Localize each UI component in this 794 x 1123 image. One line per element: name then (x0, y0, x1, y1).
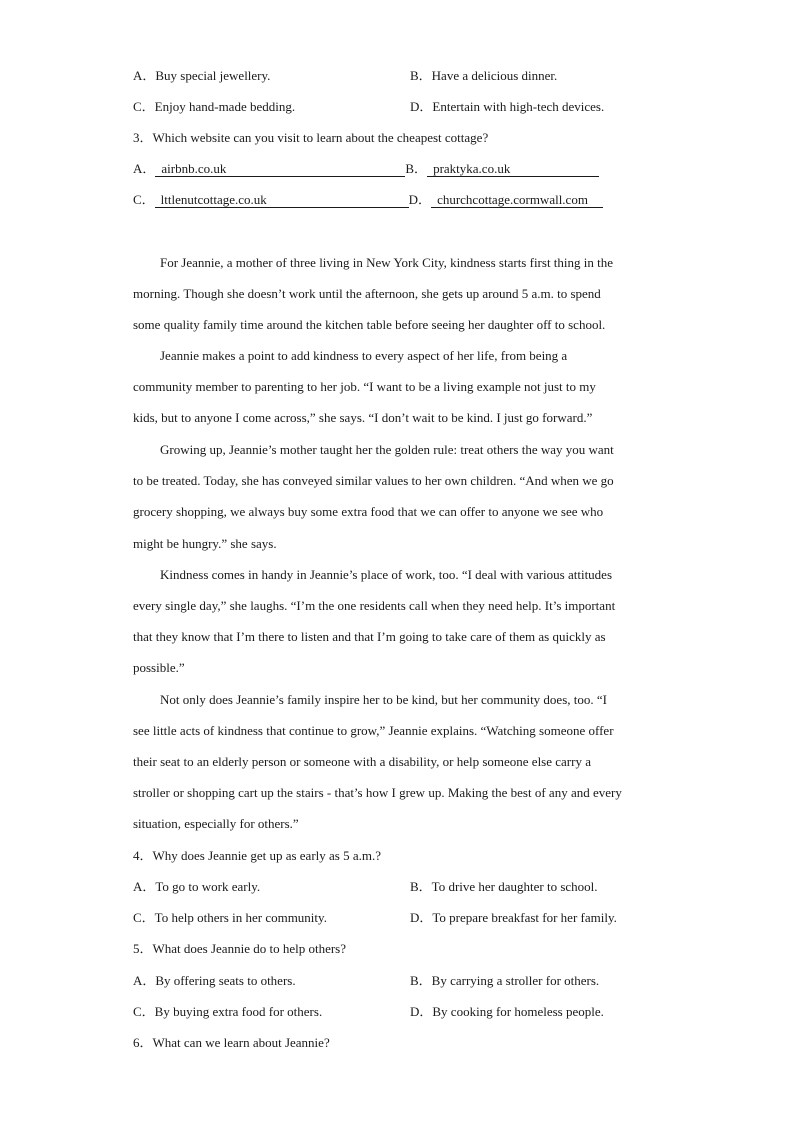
passage-line: stroller or shopping cart up the stairs - that’s how I grew up. Making the best of any and every (133, 785, 622, 800)
passage-line: Not only does Jeannie’s family inspire her to be kind, but her community does, too. “I (160, 692, 607, 707)
q5-option-c[interactable]: C．By buying extra food for others. (133, 1004, 323, 1019)
q2-option-a[interactable]: A．Buy special jewellery. (133, 68, 271, 83)
passage-line: Kindness comes in handy in Jeannie’s place of work, too. “I deal with various attitudes (160, 567, 613, 582)
q3-option-d-label: D． (408, 192, 432, 207)
passage-line: possible.” (133, 660, 185, 675)
passage-line: some quality family time around the kitchen table before seeing her daughter off to school. (133, 317, 606, 332)
passage-line: every single day,” she laughs. “I’m the one residents call when they need help. It’s important (133, 598, 616, 613)
q4-stem: 4．Why does Jeannie get up as early as 5 a.m.? (133, 848, 382, 863)
passage-line: grocery shopping, we always buy some extra food that we can offer to anyone we see who (133, 504, 604, 519)
q3-option-a-text: airbnb.co.uk (155, 162, 405, 177)
passage-line: For Jeannie, a mother of three living in New York City, kindness starts first thing in the (160, 255, 614, 270)
q5-option-a[interactable]: A．By offering seats to others. (133, 973, 296, 988)
q3-option-a[interactable] (133, 161, 599, 177)
q3-option-c-text: lttlenutcottage.co.uk (155, 193, 409, 208)
passage-line: Growing up, Jeannie’s mother taught her the golden rule: treat others the way you want (160, 442, 614, 457)
q2-option-b[interactable]: B．Have a delicious dinner. (410, 68, 558, 83)
passage-line: to be treated. Today, she has conveyed similar values to her own children. “And when we go (133, 473, 614, 488)
passage-line: kids, but to anyone I come across,” she says. “I don’t wait to be kind. I just go forward.” (133, 410, 593, 425)
q4-option-d[interactable]: D．To prepare breakfast for her family. (410, 910, 617, 925)
q3-option-c[interactable] (133, 192, 603, 208)
passage-line: see little acts of kindness that continue to grow,” Jeannie explains. “Watching someone offer (133, 723, 614, 738)
q3-option-b-label: B． (405, 161, 428, 176)
q5-option-b[interactable]: B．By carrying a stroller for others. (410, 973, 600, 988)
passage-line: that they know that I’m there to listen and that I’m going to take care of them as quickly as (133, 629, 606, 644)
passage-line: Jeannie makes a point to add kindness to every aspect of her life, from being a (160, 348, 568, 363)
q3-option-d-text: churchcottage.cormwall.com (431, 193, 603, 208)
q5-option-d[interactable]: D．By cooking for homeless people. (410, 1004, 604, 1019)
q3-option-b-text: praktyka.co.uk (427, 162, 599, 177)
q3-option-a-label: A． (133, 161, 156, 176)
q4-option-c[interactable]: C．To help others in her community. (133, 910, 327, 925)
passage-line: community member to parenting to her job. “I want to be a living example not just to my (133, 379, 596, 394)
q2-option-d[interactable]: D．Entertain with high-tech devices. (410, 99, 605, 114)
passage-line: their seat to an elderly person or someone with a disability, or help someone else carry a (133, 754, 591, 769)
q3-stem: 3．Which website can you visit to learn about the cheapest cottage? (133, 130, 489, 145)
q4-option-a[interactable]: A．To go to work early. (133, 879, 261, 894)
q6-stem: 6．What can we learn about Jeannie? (133, 1035, 330, 1050)
q2-option-c[interactable]: C．Enjoy hand-made bedding. (133, 99, 296, 114)
passage-line: situation, especially for others.” (133, 816, 299, 831)
q4-option-b[interactable]: B．To drive her daughter to school. (410, 879, 598, 894)
q5-stem: 5．What does Jeannie do to help others? (133, 941, 346, 956)
q3-option-c-label: C． (133, 192, 155, 207)
passage-line: morning. Though she doesn’t work until the afternoon, she gets up around 5 a.m. to spend (133, 286, 601, 301)
passage-line: might be hungry.” she says. (133, 536, 277, 551)
